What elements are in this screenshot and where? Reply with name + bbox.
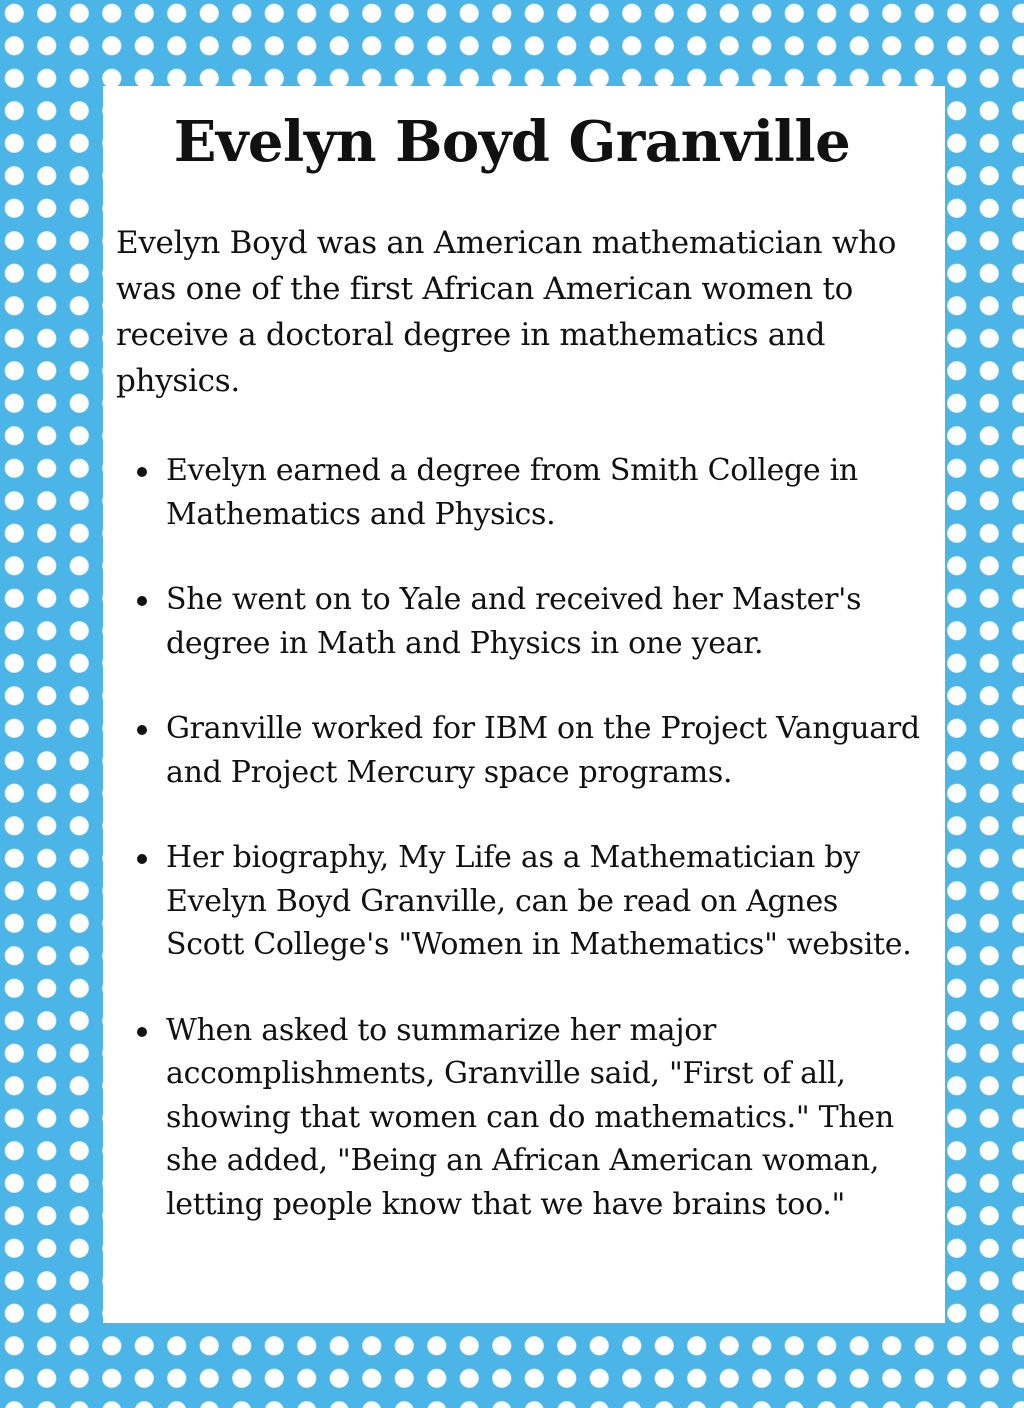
bullet-icon: [137, 725, 147, 735]
list-item: [130, 707, 920, 794]
list-item: [130, 578, 920, 665]
bullet-icon: [137, 596, 147, 606]
page-title: Evelyn Boyd Granville: [173, 109, 851, 175]
fact-text: Granville worked for IBM on the Project Vanguard and Project Mercury space programs.: [166, 711, 920, 790]
bullet-icon: [137, 1027, 147, 1037]
list-item: [130, 836, 920, 967]
fact-text: She went on to Yale and received her Master's degree in Math and Physics in one year.: [166, 582, 862, 661]
facts-list: [130, 449, 920, 1268]
list-item: [130, 1009, 920, 1227]
list-item: [130, 449, 920, 536]
intro-paragraph: Evelyn Boyd was an American mathematician who was one of the first African American women to receive a doctoral degree in mathematics and physics.: [116, 225, 897, 399]
bullet-icon: [137, 467, 147, 477]
fact-text: When asked to summarize her major accomplishments, Granville said, "First of all, showing that women can do mathematics." Then she added, "Being an African American woman, letting people know that we have brains too.": [166, 1012, 894, 1222]
fact-text: Evelyn earned a degree from Smith College in Mathematics and Physics.: [166, 453, 858, 532]
bullet-icon: [137, 854, 147, 864]
fact-text: Her biography, My Life as a Mathematician by Evelyn Boyd Granville, can be read on Agnes Scott College's "Women in Mathematics" website.: [166, 840, 912, 962]
